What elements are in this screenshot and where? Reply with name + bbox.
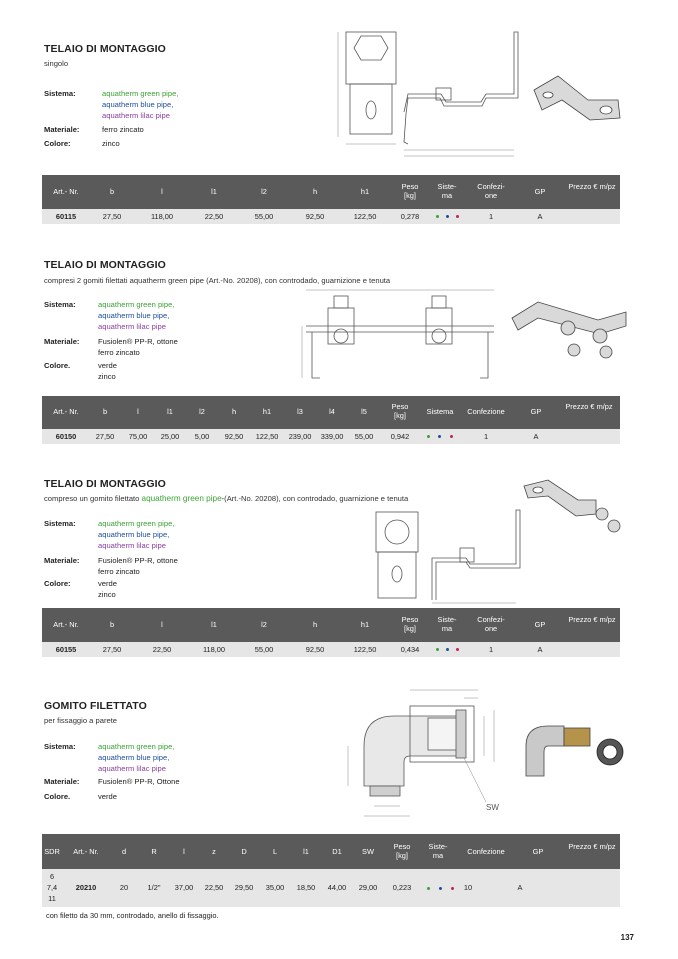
table-4-header	[42, 834, 620, 869]
section-1-subtitle: singolo	[44, 59, 69, 68]
cell-sw: 29,00	[358, 883, 378, 892]
table-1-row	[42, 209, 620, 224]
col-art: Art.- Nr.	[53, 187, 79, 196]
dot-blue	[446, 648, 449, 651]
system-blue: aquatherm blue pipe,	[102, 100, 174, 109]
dot-blue	[438, 435, 441, 438]
colore-value-2: zinco	[98, 372, 116, 381]
dot-lilac	[450, 435, 453, 438]
colore-value-1: verde	[98, 579, 117, 588]
mounting-frame-photo	[528, 70, 628, 142]
section-3-subtitle	[44, 494, 408, 503]
cell-l: 22,50	[152, 645, 172, 654]
col-l2: l2	[261, 187, 267, 196]
dot-lilac	[456, 215, 459, 218]
col-confezione: Confezi- one	[477, 182, 505, 200]
section-4-title: GOMITO FILETTATO	[44, 700, 147, 712]
table-3-row	[42, 642, 620, 657]
colore-value: zinco	[102, 139, 120, 148]
sistema-label: Sistema:	[44, 519, 76, 528]
cell-confezione: 1	[488, 212, 494, 221]
dot-blue	[439, 887, 442, 890]
cell-sdr-1: 6	[49, 872, 55, 881]
colore-value: verde	[98, 792, 117, 801]
colore-label: Colore:	[44, 579, 71, 588]
materiale-value-2: ferro zincato	[98, 348, 140, 357]
cell-gp: A	[537, 212, 543, 221]
cell-l1: 118,00	[202, 645, 226, 654]
col-l: l	[137, 407, 139, 416]
cell-h1: 122,50	[353, 212, 377, 221]
cell-l: 75,00	[128, 432, 148, 441]
cell-l1: 18,50	[296, 883, 316, 892]
col-l1: l1	[211, 187, 217, 196]
section-2-subtitle: compresi 2 gomiti filettati aquatherm green pipe (Art.-No. 20208), con controdado, guarnizione e tenuta	[44, 276, 391, 285]
cell-b: 27,50	[95, 432, 115, 441]
col-l5: l5	[361, 407, 367, 416]
system-lilac: aquatherm lilac pipe	[98, 764, 166, 773]
subtitle-post: -(Art.-No. 20208), con controdado, guarnizione e tenuta	[221, 494, 409, 503]
col-z: z	[212, 847, 216, 856]
col-d: d	[121, 847, 127, 856]
dot-green	[436, 648, 439, 651]
system-lilac: aquatherm lilac pipe	[102, 111, 170, 120]
col-gp: GP	[532, 847, 544, 856]
cell-gp: A	[517, 883, 523, 892]
materiale-value-2: ferro zincato	[98, 567, 140, 576]
col-h1: h1	[360, 187, 370, 196]
col-l3: l3	[297, 407, 303, 416]
col-h: h	[312, 187, 318, 196]
col-b: b	[109, 620, 115, 629]
sistema-label: Sistema:	[44, 300, 76, 309]
materiale-value-1: Fusiolen® PP-R, ottone	[98, 337, 178, 346]
col-peso: Peso [kg]	[401, 182, 419, 200]
cell-peso: 0,942	[390, 432, 410, 441]
materiale-label: Materiale:	[44, 556, 80, 565]
cell-peso: 0,434	[400, 645, 420, 654]
materiale-label: Materiale:	[44, 777, 80, 786]
col-r: R	[151, 847, 157, 856]
cell-art: 60155	[55, 645, 77, 654]
cell-l2: 55,00	[254, 212, 274, 221]
cell-l: 118,00	[150, 212, 174, 221]
col-prezzo: Prezzo € m/pz	[565, 402, 613, 411]
col-b: b	[102, 407, 108, 416]
table-1-header	[42, 175, 620, 209]
col-l: l	[161, 187, 163, 196]
col-l2: l2	[261, 620, 267, 629]
dot-lilac	[456, 648, 459, 651]
cell-h: 92,50	[224, 432, 244, 441]
page-number: 137	[620, 933, 634, 942]
col-L: L	[272, 847, 278, 856]
section-2-title: TELAIO DI MONTAGGIO	[44, 259, 166, 271]
cell-b: 27,50	[102, 212, 122, 221]
col-D: D	[241, 847, 247, 856]
subtitle-pre: compreso un gomito filettato	[44, 494, 142, 503]
cell-gp: A	[537, 645, 543, 654]
cell-l5: 55,00	[354, 432, 374, 441]
cell-l2: 55,00	[254, 645, 274, 654]
cell-h1: 122,50	[353, 645, 377, 654]
col-h: h	[312, 620, 318, 629]
colore-label: Colore:	[44, 139, 71, 148]
col-h1: h1	[262, 407, 272, 416]
section-4-subtitle: per fissaggio a parete	[44, 716, 118, 725]
col-peso: Peso [kg]	[401, 615, 419, 633]
system-green: aquatherm green pipe,	[98, 519, 175, 528]
cell-h1: 122,50	[255, 432, 279, 441]
cell-peso: 0,223	[392, 883, 412, 892]
col-prezzo: Prezzo € m/pz	[568, 182, 616, 191]
cell-confezione: 1	[483, 432, 489, 441]
colore-value-1: verde	[98, 361, 117, 370]
col-h: h	[231, 407, 237, 416]
materiale-value: ferro zincato	[102, 125, 144, 134]
col-l1: l1	[167, 407, 173, 416]
cell-b: 27,50	[102, 645, 122, 654]
footnote: con filetto da 30 mm, controdado, anello di fissaggio.	[46, 911, 219, 920]
col-sistema: Siste- ma	[437, 182, 457, 200]
table-3-header	[42, 608, 620, 642]
materiale-label: Materiale:	[44, 337, 80, 346]
col-sw: SW	[362, 847, 374, 856]
cell-confezione: 1	[488, 645, 494, 654]
cell-r: 1/2"	[147, 883, 161, 892]
cell-D1: 44,00	[327, 883, 347, 892]
threaded-elbow-photo	[518, 716, 628, 786]
col-art: Art.- Nr.	[53, 620, 79, 629]
cell-art: 60150	[55, 432, 77, 441]
dot-lilac	[451, 887, 454, 890]
col-gp: GP	[534, 620, 546, 629]
system-blue: aquatherm blue pipe,	[98, 753, 170, 762]
cell-art: 60115	[55, 212, 77, 221]
cell-h: 92,50	[305, 212, 325, 221]
cell-gp: A	[533, 432, 539, 441]
cell-sdr-3: 11	[48, 894, 56, 903]
sw-label: SW	[486, 803, 499, 812]
dot-green	[427, 887, 430, 890]
col-peso: Peso [kg]	[391, 402, 409, 420]
cell-d: 20	[119, 883, 129, 892]
mounting-frame-double-drawing	[298, 286, 504, 386]
cell-art: 20210	[75, 883, 97, 892]
col-l: l	[161, 620, 163, 629]
mounting-frame-double-photo	[508, 292, 630, 364]
cell-peso: 0,278	[400, 212, 420, 221]
table-2-row	[42, 429, 620, 444]
col-peso: Peso [kg]	[393, 842, 411, 860]
col-confezione: Confezione	[467, 847, 505, 856]
col-l1: l1	[211, 620, 217, 629]
cell-l1: 22,50	[204, 212, 224, 221]
cell-l: 37,00	[174, 883, 194, 892]
col-sistema: Siste- ma	[428, 842, 448, 860]
colore-value-2: zinco	[98, 590, 116, 599]
system-green: aquatherm green pipe,	[98, 742, 175, 751]
dot-green	[436, 215, 439, 218]
table-4-row	[42, 869, 620, 907]
col-prezzo: Prezzo € m/pz	[568, 842, 616, 851]
cell-L: 35,00	[265, 883, 285, 892]
sistema-label: Sistema:	[44, 89, 76, 98]
system-lilac: aquatherm lilac pipe	[98, 541, 166, 550]
table-2-header	[42, 396, 620, 429]
dot-blue	[446, 215, 449, 218]
colore-label: Colore.	[44, 361, 71, 370]
col-art: Art.- Nr.	[53, 407, 79, 416]
mounting-frame-elbow-drawing	[366, 502, 526, 606]
cell-confezione: 10	[463, 883, 473, 892]
cell-D: 29,50	[234, 883, 254, 892]
system-blue: aquatherm blue pipe,	[98, 530, 170, 539]
col-confezione: Confezione	[467, 407, 505, 416]
materiale-label: Materiale:	[44, 125, 80, 134]
section-3-title: TELAIO DI MONTAGGIO	[44, 478, 166, 490]
cell-l1: 25,00	[160, 432, 180, 441]
system-lilac: aquatherm lilac pipe	[98, 322, 166, 331]
colore-label: Colore.	[44, 792, 71, 801]
cell-l3: 239,00	[288, 432, 312, 441]
col-sistema: Sistema	[426, 407, 454, 416]
col-prezzo: Prezzo € m/pz	[568, 615, 616, 624]
mounting-frame-drawing	[336, 22, 526, 167]
col-l2: l2	[199, 407, 205, 416]
sistema-label: Sistema:	[44, 742, 76, 751]
col-l1: l1	[303, 847, 309, 856]
section-1-title: TELAIO DI MONTAGGIO	[44, 43, 166, 55]
col-sistema: Siste- ma	[437, 615, 457, 633]
cell-sdr-2: 7,4	[46, 883, 58, 892]
col-l4: l4	[329, 407, 335, 416]
cell-z: 22,50	[204, 883, 224, 892]
col-D1: D1	[332, 847, 342, 856]
subtitle-green: aquatherm green pipe	[141, 494, 222, 503]
col-sdr: SDR	[44, 847, 60, 856]
col-b: b	[109, 187, 115, 196]
dot-green	[427, 435, 430, 438]
col-art: Art.- Nr.	[73, 847, 99, 856]
threaded-elbow-drawing	[334, 676, 510, 828]
system-green: aquatherm green pipe,	[102, 89, 179, 98]
materiale-value-1: Fusiolen® PP-R, ottone	[98, 556, 178, 565]
mounting-frame-elbow-photo	[520, 476, 624, 542]
cell-h: 92,50	[305, 645, 325, 654]
col-confezione: Confezi- one	[477, 615, 505, 633]
col-l: l	[183, 847, 185, 856]
cell-l2: 5,00	[194, 432, 210, 441]
col-h1: h1	[360, 620, 370, 629]
system-green: aquatherm green pipe,	[98, 300, 175, 309]
col-gp: GP	[534, 187, 546, 196]
col-gp: GP	[530, 407, 542, 416]
system-blue: aquatherm blue pipe,	[98, 311, 170, 320]
cell-l4: 339,00	[320, 432, 344, 441]
materiale-value: Fusiolen® PP-R, Ottone	[98, 777, 180, 786]
